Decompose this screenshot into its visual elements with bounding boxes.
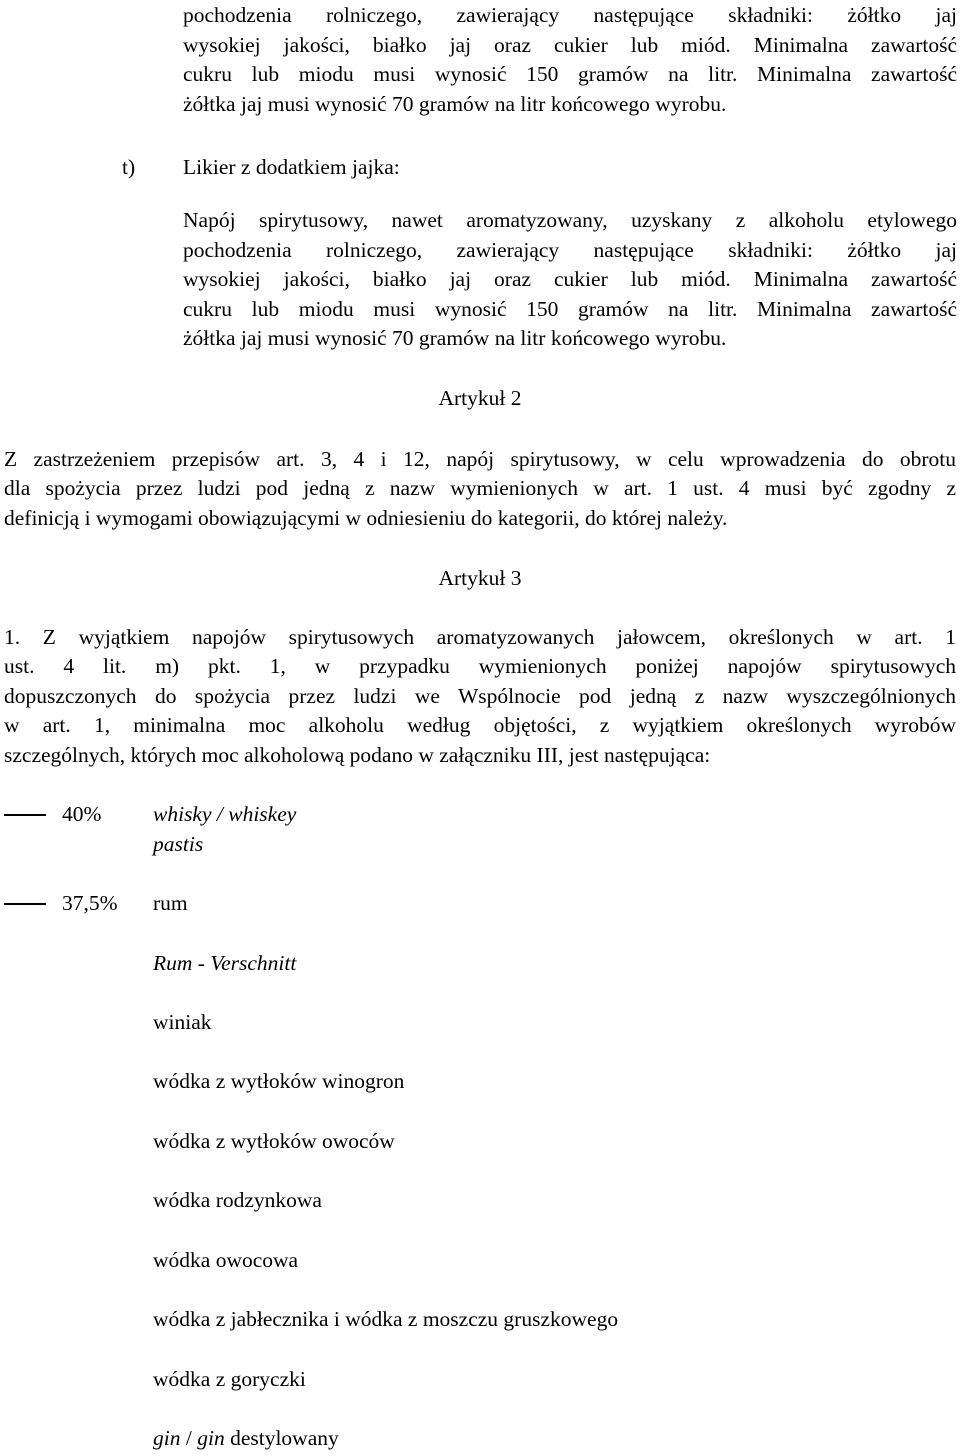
list-item: rum — [153, 891, 188, 915]
text-line: wysokiej jakości, białko jaj oraz cukier lub miód. Minimalna zawartość — [183, 267, 957, 291]
article-heading: Artykuł 2 — [438, 386, 522, 410]
list-item: gin / gin destylowany — [153, 1426, 339, 1450]
list-item: wódka z wytłoków owoców — [153, 1129, 395, 1153]
text-line: pochodzenia rolniczego, zawierający następujące składniki: żółtko jaj — [183, 238, 957, 262]
list-item: Rum - Verschnitt — [153, 951, 297, 975]
list-item: wódka z goryczki — [153, 1367, 306, 1391]
list-item: pastis — [153, 832, 204, 856]
list-item: wódka rodzynkowa — [153, 1188, 322, 1212]
text-line: pochodzenia rolniczego, zawierający następujące składniki: żółtko jaj — [183, 3, 957, 27]
text-line: definicją i wymogami obowiązującymi w odniesieniu do kategorii, do której należy. — [4, 506, 728, 530]
article-heading: Artykuł 3 — [438, 566, 522, 590]
text-line: żółtka jaj musi wynosić 70 gramów na litr końcowego wyrobu. — [183, 92, 727, 116]
dash-marker — [4, 903, 46, 905]
percent-label: 40% — [62, 802, 102, 826]
text-line: żółtka jaj musi wynosić 70 gramów na litr końcowego wyrobu. — [183, 326, 727, 350]
item-title: Likier z dodatkiem jajka: — [183, 155, 400, 179]
list-item: wódka z jabłecznika i wódka z moszczu gruszkowego — [153, 1307, 619, 1331]
list-item: wódka owocowa — [153, 1248, 299, 1272]
text-line: 1. Z wyjątkiem napojów spirytusowych aromatyzowanych jałowcem, określonych w art. 1 — [4, 625, 956, 649]
list-item: whisky / whiskey — [153, 802, 297, 826]
text-line: cukru lub miodu musi wynosić 150 gramów na litr. Minimalna zawartość — [183, 62, 957, 86]
list-item: winiak — [153, 1010, 212, 1034]
text-line: w art. 1, minimalna moc alkoholu według objętości, z wyjątkiem określonych wyrobów — [4, 713, 956, 737]
text-line: Napój spirytusowy, nawet aromatyzowany, uzyskany z alkoholu etylowego — [183, 208, 957, 232]
text-line: Z zastrzeżeniem przepisów art. 3, 4 i 12, napój spirytusowy, w celu wprowadzenia do obrotu — [4, 447, 956, 471]
dash-marker — [4, 814, 46, 816]
text-line: cukru lub miodu musi wynosić 150 gramów na litr. Minimalna zawartość — [183, 297, 957, 321]
text-line: szczególnych, których moc alkoholową podano w załączniku III, jest następująca: — [4, 743, 711, 767]
item-marker: t) — [122, 155, 136, 179]
text-line: dla spożycia przez ludzi pod jedną z nazw wymienionych w art. 1 ust. 4 musi być zgodny z — [4, 476, 956, 500]
text-line: dopuszczonych do spożycia przez ludzi we Wspólnocie pod jedną z nazw wyszczególnionych — [4, 684, 956, 708]
text-line: wysokiej jakości, białko jaj oraz cukier lub miód. Minimalna zawartość — [183, 33, 957, 57]
percent-label: 37,5% — [62, 891, 118, 915]
list-item: wódka z wytłoków winogron — [153, 1069, 405, 1093]
text-line: ust. 4 lit. m) pkt. 1, w przypadku wymienionych poniżej napojów spirytusowych — [4, 654, 956, 678]
